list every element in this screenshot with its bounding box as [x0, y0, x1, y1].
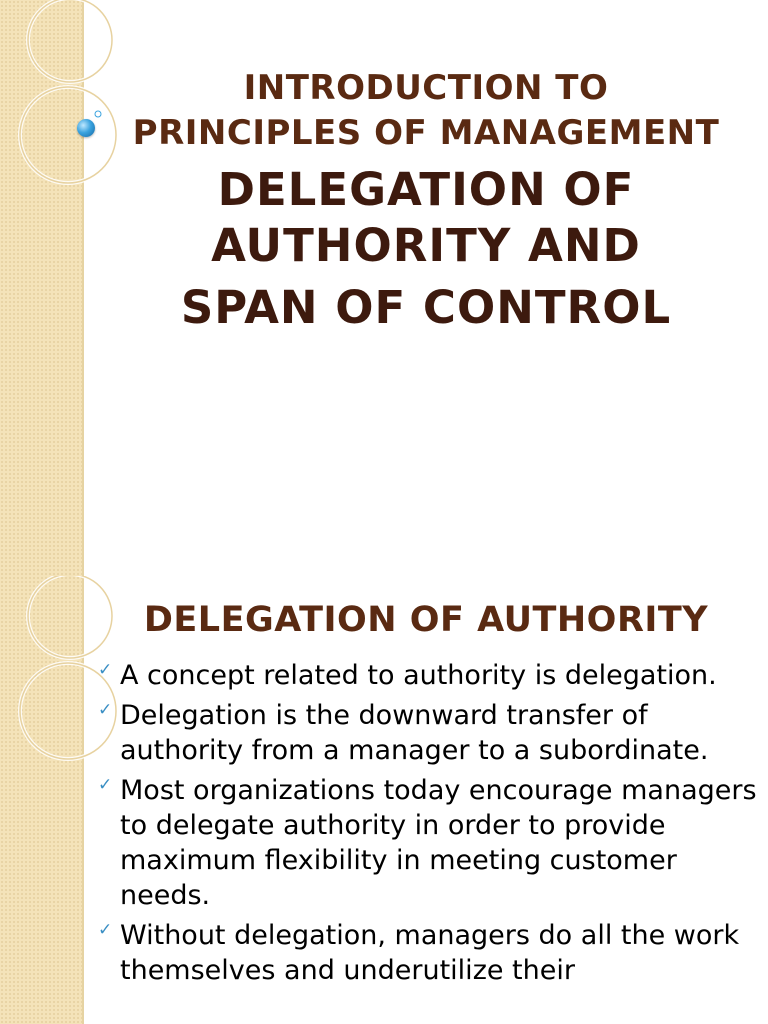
subtitle-line-2: PRINCIPLES OF MANAGEMENT [132, 113, 720, 153]
list-item [96, 698, 764, 768]
slide-heading: DELEGATION OF AUTHORITY [143, 600, 709, 640]
content-slide [0, 576, 768, 1024]
title-line-2: AUTHORITY AND [211, 219, 641, 272]
checkmark-icon: ✓ [98, 775, 113, 795]
bullet-text: Without delegation, managers do all the work themselves and underutilize their [120, 920, 740, 986]
bullet-text: Most organizations today encourage managers to delegate authority in order to provide maximum flexibility in meeting customer needs. [120, 775, 757, 911]
slide-title [88, 162, 764, 336]
bullet-text: A concept related to authority is delegation. [120, 660, 717, 691]
title-line-1: DELEGATION OF [217, 163, 635, 216]
slide-subtitle [88, 66, 764, 156]
checkmark-icon: ✓ [98, 920, 113, 940]
list-item [96, 918, 764, 988]
subtitle-line-1: INTRODUCTION TO [243, 68, 609, 108]
list-item [96, 773, 764, 913]
bullet-text: Delegation is the downward transfer of authority from a manager to a subordinate. [120, 700, 709, 766]
checkmark-icon: ✓ [98, 660, 113, 680]
title-line-3: SPAN OF CONTROL [180, 281, 672, 334]
list-item [96, 658, 764, 693]
checkmark-icon: ✓ [98, 700, 113, 720]
bullet-list [96, 658, 764, 993]
